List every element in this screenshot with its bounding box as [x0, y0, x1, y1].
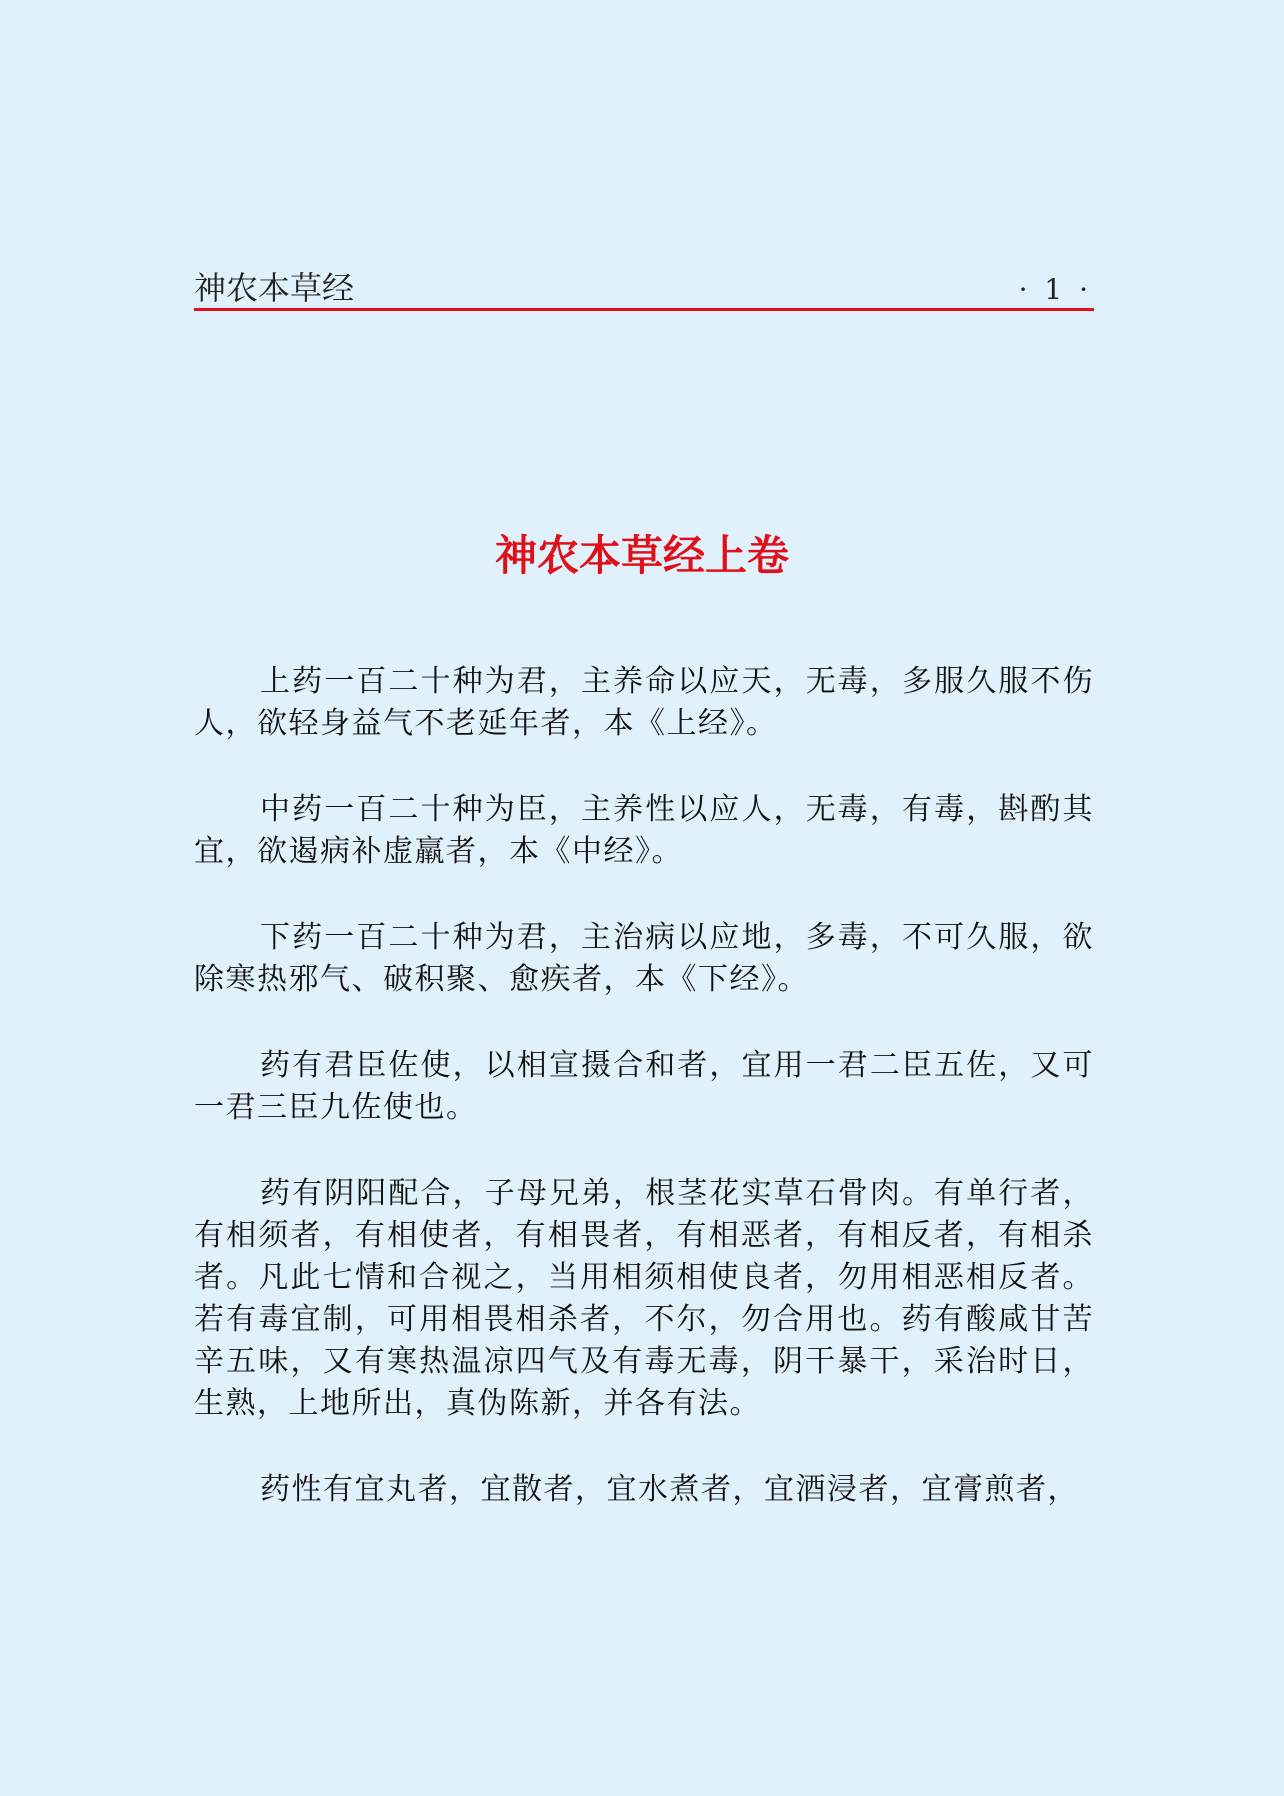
paragraph-2: 中药一百二十种为臣，主养性以应人，无毒，有毒，斟酌其宜，欲遏病补虚羸者，本《中经》。 [194, 792, 1094, 869]
page-number: · 1 · [1018, 273, 1092, 306]
paragraph-5: 药有阴阳配合，子母兄弟，根茎花实草石骨肉。有单行者，有相须者，有相使者，有相畏者，有相恶者，有相反者，有相杀者。凡此七情和合视之，当用相须相使良者，勿用相恶相反者。若有毒宜制，可用相畏相杀者，不尔，勿合用也。药有酸咸甘苦辛五味，又有寒热温凉四气及有毒无毒，阴干暴干，采治时日，生熟，上地所出，真伪陈新，并各有法。 [194, 1176, 1094, 1421]
paragraph-1: 上药一百二十种为君，主养命以应天，无毒，多服久服不伤人，欲轻身益气不老延年者，本《上经》。 [194, 664, 1094, 741]
paragraph-4: 药有君臣佐使，以相宣摄合和者，宜用一君二臣五佐，又可一君三臣九佐使也。 [194, 1048, 1094, 1125]
page-header [194, 268, 1094, 311]
paragraph-6: 药性有宜丸者，宜散者，宜水煮者，宜酒浸者，宜膏煎者， [260, 1472, 1079, 1507]
chapter-title: 神农本草经上卷 [494, 531, 789, 581]
paragraph-3: 下药一百二十种为君，主治病以应地，多毒，不可久服，欲除寒热邪气、破积聚、愈疾者，本《下经》。 [194, 920, 1094, 997]
body-text [194, 661, 1094, 1555]
running-header-title: 神农本草经 [194, 269, 355, 307]
